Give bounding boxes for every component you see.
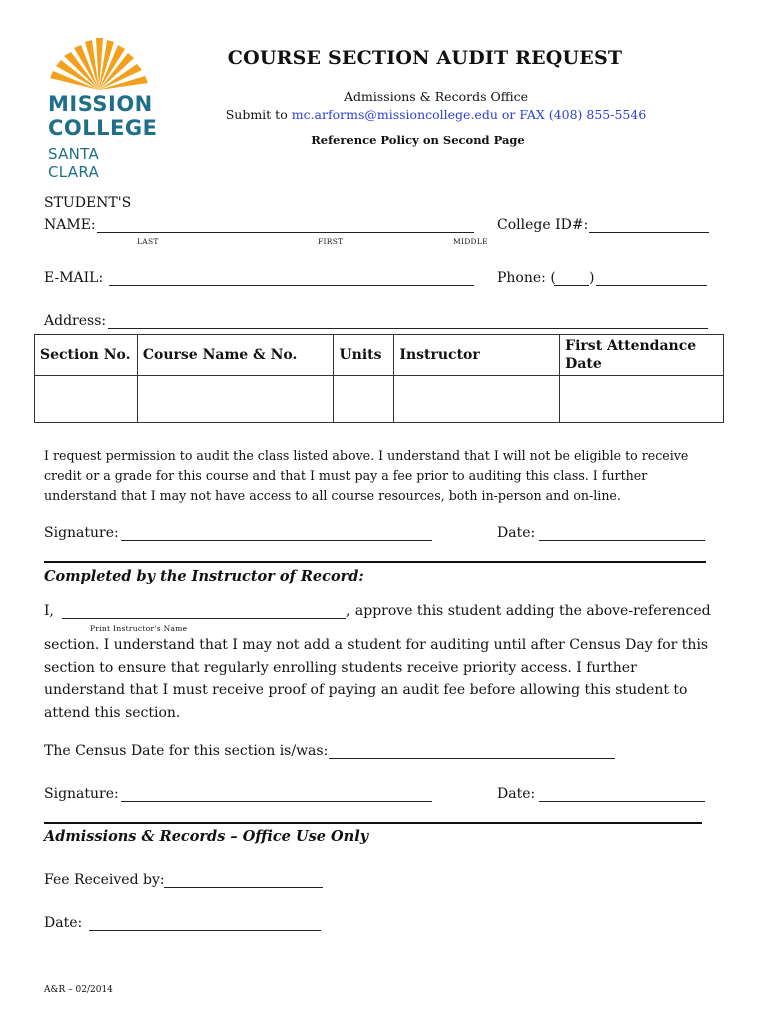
instructor-signature-line[interactable] [121, 801, 432, 802]
instructor-date-label: Date: [497, 786, 536, 802]
logo-text-college: COLLEGE [48, 116, 158, 140]
instructor-cell[interactable] [394, 376, 560, 423]
policy-note: Reference Policy on Second Page [311, 133, 525, 147]
section-divider [44, 561, 706, 563]
name-input-line[interactable] [97, 232, 474, 233]
email-label: E-MAIL: [44, 270, 104, 286]
approve-text: , approve this student adding the above-referenced [346, 603, 711, 619]
submit-email-link[interactable]: mc.arforms@missioncollege.edu or FAX (408) 855-5546 [291, 107, 647, 122]
instructor-i-label: I, [44, 603, 54, 619]
units-cell[interactable] [334, 376, 394, 423]
college-id-input-line[interactable] [589, 232, 709, 233]
course-name-cell[interactable] [137, 376, 334, 423]
phone-area-code-line[interactable] [554, 285, 589, 286]
col-header-instructor: Instructor [394, 335, 560, 376]
instructor-name-line[interactable] [62, 618, 346, 619]
form-title: COURSE SECTION AUDIT REQUEST [227, 47, 623, 69]
student-signature-line[interactable] [121, 540, 432, 541]
email-input-line[interactable] [109, 285, 474, 286]
table-row [35, 376, 724, 423]
logo-text-santa-clara: SANTA CLARA [48, 145, 100, 181]
student-date-label: Date: [497, 525, 536, 541]
college-id-label: College ID#: [497, 217, 589, 233]
instructor-date-line[interactable] [539, 801, 705, 802]
office-name: Admissions & Records Office [344, 89, 528, 104]
student-signature-label: Signature: [44, 525, 119, 541]
logo-text-mission: MISSION [48, 92, 153, 116]
col-header-course-name: Course Name & No. [137, 335, 334, 376]
phone-number-line[interactable] [596, 285, 707, 286]
col-header-section-no: Section No. [35, 335, 138, 376]
student-date-line[interactable] [539, 540, 705, 541]
fee-received-label: Fee Received by: [44, 872, 165, 888]
phone-label: Phone: ( [497, 270, 556, 286]
census-date-line[interactable] [329, 758, 615, 759]
print-name-label: Print Instructor's Name [90, 624, 188, 633]
course-table [34, 334, 724, 423]
office-date-label: Date: [44, 915, 83, 931]
fee-received-line[interactable] [164, 887, 323, 888]
address-input-line[interactable] [108, 328, 708, 329]
last-name-label: LAST [137, 237, 159, 246]
students-label: STUDENT'S [44, 195, 132, 211]
census-date-label: The Census Date for this section is/was: [44, 743, 329, 759]
office-date-line[interactable] [89, 930, 321, 931]
instructor-statement: section. I understand that I may not add a student for auditing until after Census Day for this section to ensure that regularly enrolling students receive priority access. I further understand that I must receive proof of paying an audit fee before allowing this student to attend this section. [44, 637, 709, 721]
office-divider [44, 822, 702, 824]
submit-prefix: Submit to [225, 107, 292, 122]
section-no-cell[interactable] [35, 376, 138, 423]
middle-name-label: MIDDLE [453, 237, 488, 246]
first-name-label: FIRST [318, 237, 344, 246]
instructor-section-heading: Completed by the Instructor of Record: [44, 568, 364, 585]
name-label: NAME: [44, 217, 96, 233]
audit-statement: I request permission to audit the class listed above. I understand that I will not be eligible to receive credit or a grade for this course and that I must pay a fee prior to auditing this class. I further understand that I may not have access to all course resources, both in-person and on-line. [44, 448, 689, 503]
col-header-first-attendance: First Attendance Date [560, 335, 724, 376]
table-header-row [35, 335, 724, 376]
submit-instructions [0, 107, 770, 122]
col-header-units: Units [334, 335, 394, 376]
instructor-signature-label: Signature: [44, 786, 119, 802]
phone-close-paren: ) [589, 270, 595, 286]
address-label: Address: [44, 313, 107, 329]
revision-footer: A&R – 02/2014 [44, 985, 113, 995]
first-attendance-cell[interactable] [560, 376, 724, 423]
office-use-heading: Admissions & Records – Office Use Only [44, 828, 369, 845]
